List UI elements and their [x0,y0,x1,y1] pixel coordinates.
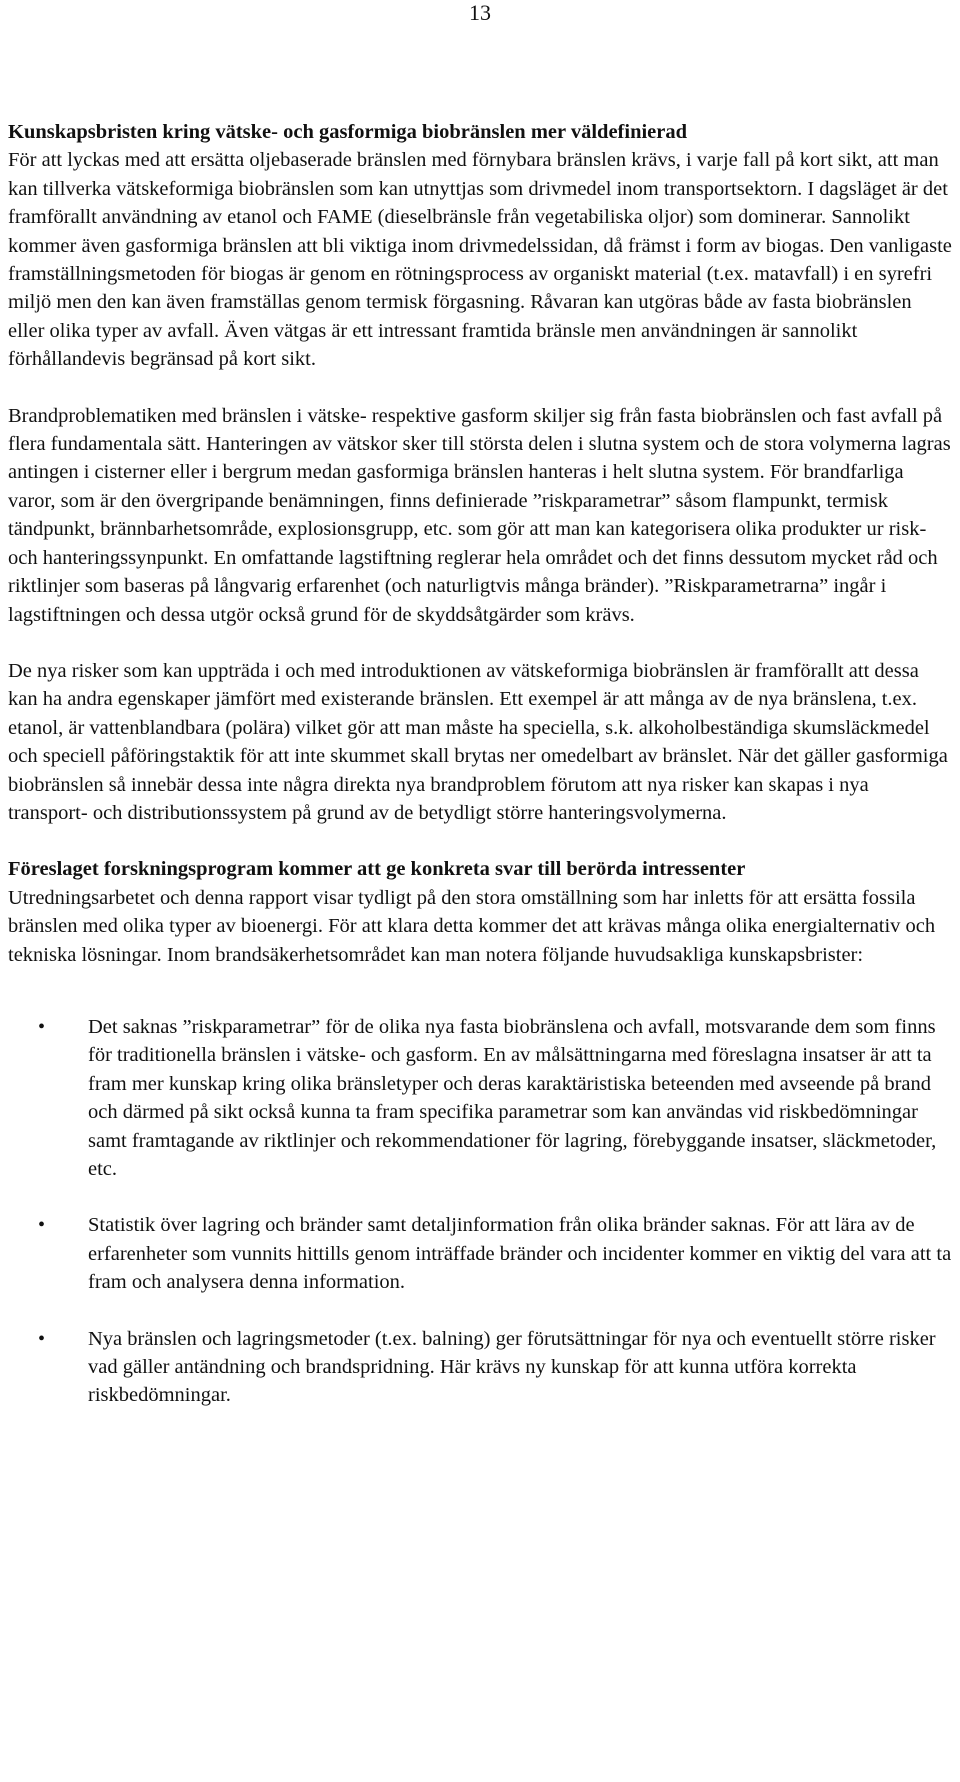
list-item [8,1211,952,1296]
bullet-icon: • [38,1214,46,1237]
list-item-text: Det saknas ”riskparametrar” för de olika nya fasta biobränslena och avfall, motsvarande dem som finns för traditionella bränslen i vätske- och gasform. En av målsättningarna med föreslagna insatser är att ta fram mer kunskap kring olika bränsletyper och deras karaktäristiska beteenden med avseende på brand och därmed på sikt också kunna ta fram specifika parametrar som kan användas vid riskbedömningar samt framtagande av riktlinjer och rekommendationer för lagring, förebyggande insatser, släckmetoder, etc. [88,1015,937,1180]
paragraph: För att lyckas med att ersätta oljebaserade bränslen med förnybara bränslen krävs, i varje fall på kort sikt, att man kan tillverka vätskeformiga biobränslen som kan utnyttjas som drivmedel inom transportsektorn. I dagsläget är det framförallt användning av etanol och FAME (dieselbränsle från vegetabiliska oljor) som dominerar. Sannolikt kommer även gasformiga bränslen att bli viktiga inom drivmedelssidan, då främst i form av biogas. Den vanligaste framställningsmetoden för biogas är genom en rötningsprocess av organiskt material (t.ex. matavfall) i en syrefri miljö men den kan även framställas genom termisk förgasning. Råvaran kan utgöras både av fasta biobränslen eller olika typer av avfall. Även vätgas är ett intressant framtida bränsle men användningen är sannolikt förhållandevis begränsad på kort sikt. [8,149,952,371]
paragraph: De nya risker som kan uppträda i och med introduktionen av vätskeformiga biobränslen är framförallt att dessa kan ha andra egenskaper jämfört med existerande bränslen. Ett exempel är att många av de nya bränslena, t.ex. etanol, är vattenblandbara (polära) vilket gör att man måste ha speciella, s.k. alkoholbeständiga skumsläckmedel och speciell påföringstaktik för att inte skummet skall brytas ner omedelbart av bränslet. När det gäller gasformiga biobränslen så innebär dessa inte några direkta nya brandproblem förutom att nya risker kan skapas i nya transport- och distributionssystem på grund av de betydligt större hanteringsvolymerna. [8,659,948,824]
bullet-icon: • [38,1327,46,1350]
list-item-text: Nya bränslen och lagringsmetoder (t.ex. balning) ger förutsättningar för nya och eventuellt större risker vad gäller antändning och brandspridning. Här krävs ny kunskap för att kunna utföra korrekta riskbedömningar. [88,1327,936,1407]
list-item [8,1013,952,1183]
document-body [8,118,952,1438]
list-item-text: Statistik över lagring och bränder samt detaljinformation från olika bränder saknas. För att lära av de erfarenheter som vunnits hittills genom inträffade bränder och incidenter kommer en viktig del vara att ta fram och analysera denna information. [88,1214,952,1294]
page-number: 13 [469,0,491,25]
section-heading: Kunskapsbristen kring vätske- och gasformiga biobränslen mer väldefinierad [8,121,688,143]
bullet-list [8,1013,952,1410]
section-heading: Föreslaget forskningsprogram kommer att ge konkreta svar till berörda intressenter [8,858,746,881]
section-knowledge-gap [8,118,952,827]
section-research-program [8,855,952,1410]
list-item [8,1325,952,1410]
paragraph: Brandproblematiken med bränslen i vätske- respektive gasform skiljer sig från fasta biobränslen och fast avfall på flera fundamentala sätt. Hanteringen av vätskor sker till största delen i slutna system och de stora volymerna lagras antingen i cisterner eller i bergrum medan gasformiga bränslen hanteras i helt slutna system. För brandfarliga varor, som är den övergripande benämningen, finns definierade ”riskparametrar” såsom flampunkt, termisk tändpunkt, brännbarhetsområde, explosionsgrupp, etc. som gör att man kan kategorisera olika produkter ur risk- och hanteringssynpunkt. En omfattande lagstiftning reglerar hela området och det finns dessutom mycket råd och riktlinjer som baseras på långvarig erfarenhet (och naturligtvis många bränder). ”Riskparametrarna” ingår i lagstiftningen och dessa utgör också grund för de skyddsåtgärder som krävs. [8,404,951,626]
bullet-icon: • [38,1015,46,1038]
paragraph: Utredningsarbetet och denna rapport visar tydligt på den stora omställning som har inletts för att ersätta fossila bränslen med olika typer av bioenergi. För att klara detta kommer det att krävas många olika energialternativ och tekniska lösningar. Inom brandsäkerhetsområdet kan man notera följande huvudsakliga kunskapsbrister: [8,886,936,966]
